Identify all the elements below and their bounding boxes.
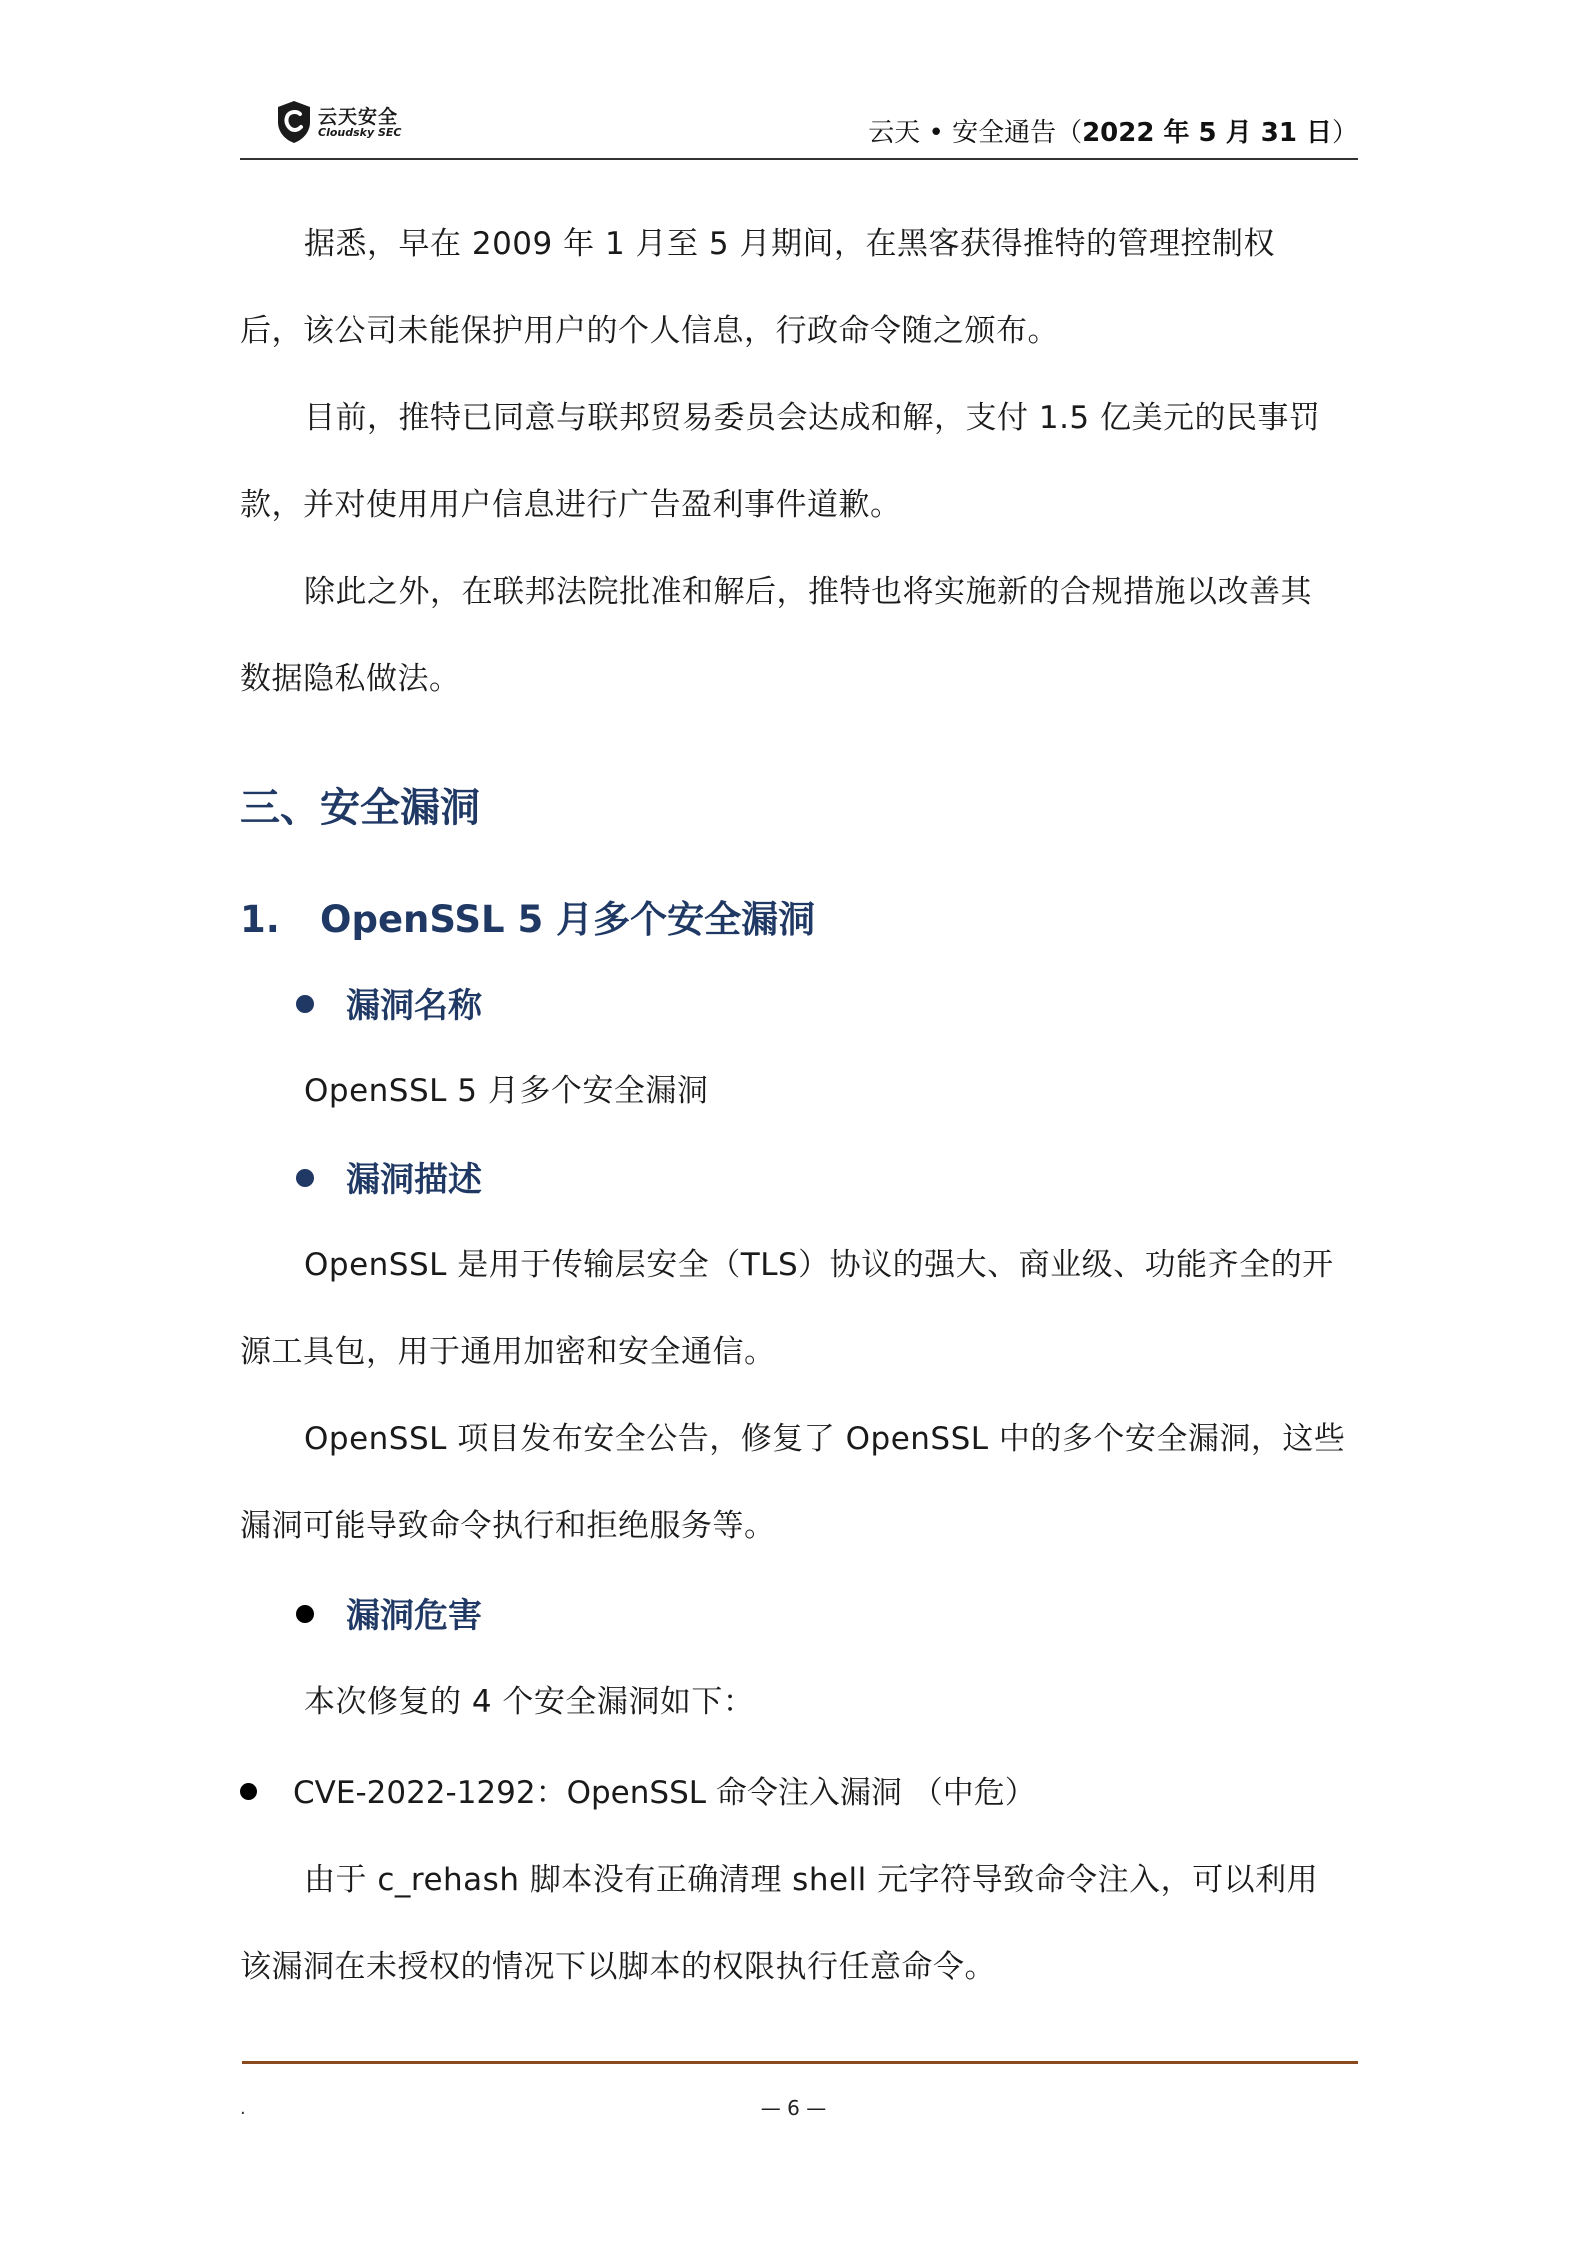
section-heading: 三、安全漏洞 [240,785,480,831]
logo-text-cn: 云天安全 [318,106,399,128]
page-number: — 6 — [760,2096,827,2120]
bullet-dot-icon [296,1169,314,1187]
header-divider [240,158,1358,160]
paragraph-line: 后，该公司未能保护用户的个人信息，行政命令随之颁布。 [240,313,1059,349]
desc-line: 漏洞可能导致命令执行和拒绝服务等。 [240,1508,776,1544]
header-title-date: 2022 年 5 月 31 日 [1082,118,1332,148]
header-title-suffix: ） [1331,118,1358,148]
subsection-number: 1. [240,898,280,941]
cve-list-item [240,1767,1036,1812]
list-bullet-icon [240,1783,257,1800]
bullet-heading-desc [296,1152,482,1201]
desc-line: OpenSSL 项目发布安全公告，修复了 OpenSSL 中的多个安全漏洞，这些 [304,1421,1346,1457]
header-title [868,112,1358,149]
desc-line: OpenSSL 是用于传输层安全（TLS）协议的强大、商业级、功能齐全的开 [304,1247,1334,1283]
bullet-heading-name [296,978,482,1027]
paragraph-line: 款，并对使用用户信息进行广告盈利事件道歉。 [240,487,902,523]
shield-logo-icon [276,100,312,144]
subsection-heading [240,889,815,943]
harm-intro: 本次修复的 4 个安全漏洞如下： [304,1684,755,1720]
logo [276,100,436,146]
vuln-name-value: OpenSSL 5 月多个安全漏洞 [304,1073,709,1109]
bullet-heading-text: 漏洞描述 [346,1160,482,1200]
bullet-dot-icon [296,995,314,1013]
bullet-dot-icon [296,1605,314,1623]
cve-item-text: CVE-2022-1292：OpenSSL 命令注入漏洞 （中危） [293,1775,1036,1811]
cve-desc-line: 该漏洞在未授权的情况下以脚本的权限执行任意命令。 [240,1949,996,1985]
page-header [240,96,1358,160]
subsection-title: OpenSSL 5 月多个安全漏洞 [320,898,816,941]
paragraph-line: 数据隐私做法。 [240,661,461,697]
desc-line: 源工具包，用于通用加密和安全通信。 [240,1334,776,1370]
paragraph-line: 据悉，早在 2009 年 1 月至 5 月期间，在黑客获得推特的管理控制权 [304,226,1275,262]
cve-desc-line: 由于 c_rehash 脚本没有正确清理 shell 元字符导致命令注入，可以利用 [304,1862,1319,1898]
footer-dot: . [240,2098,246,2119]
paragraph-line: 目前，推特已同意与联邦贸易委员会达成和解，支付 1.5 亿美元的民事罚 [304,400,1321,436]
bullet-heading-text: 漏洞名称 [346,986,482,1026]
paragraph-line: 除此之外，在联邦法院批准和解后，推特也将实施新的合规措施以改善其 [304,574,1312,610]
logo-text-en: Cloudsky SEC [318,126,402,139]
header-title-prefix: 云天 • 安全通告（ [868,118,1083,148]
bullet-heading-harm [296,1588,482,1637]
footer-divider [242,2061,1358,2064]
bullet-heading-text: 漏洞危害 [346,1596,482,1636]
